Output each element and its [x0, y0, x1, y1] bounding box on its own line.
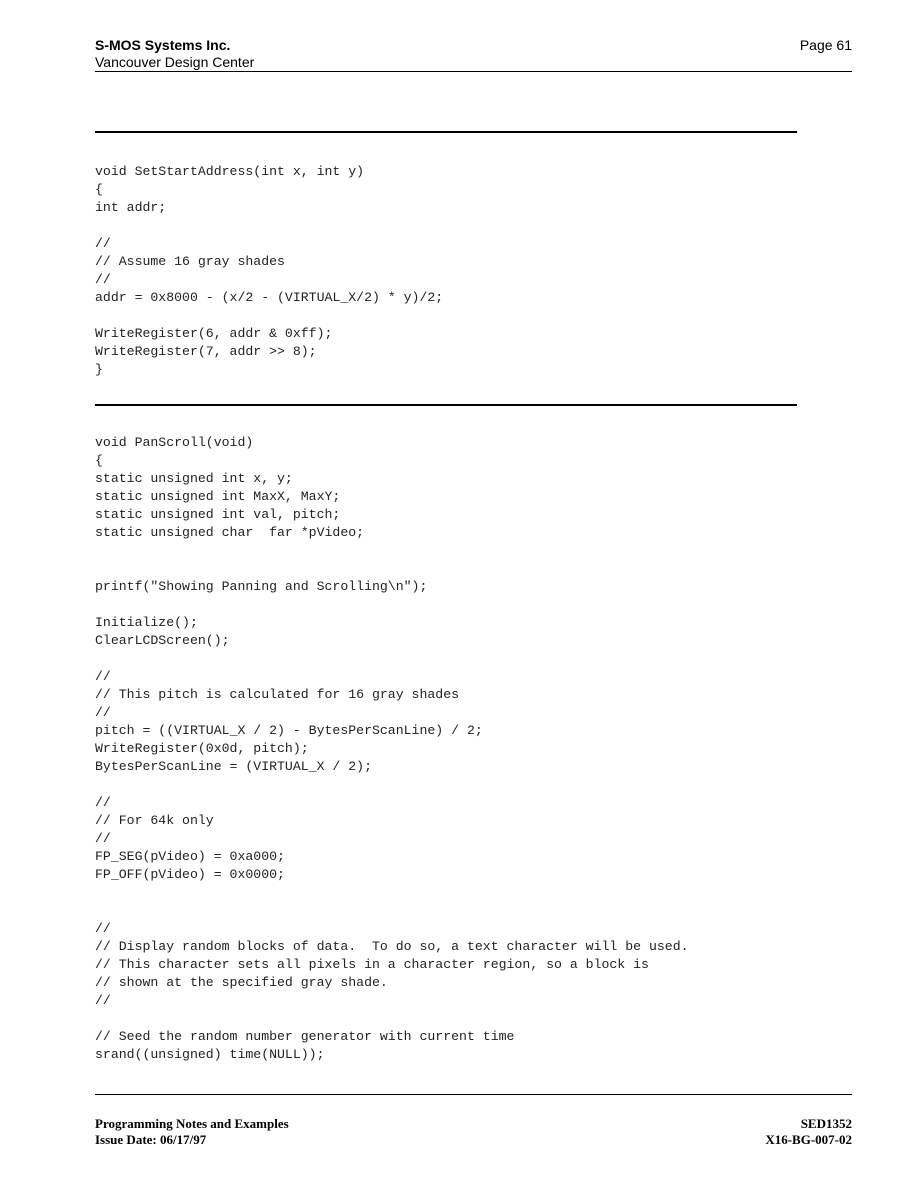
footer-product-name: SED1352	[800, 1116, 852, 1131]
page-number: Page 61	[799, 37, 852, 53]
design-center-name: Vancouver Design Center	[95, 54, 255, 70]
footer-right	[765, 1116, 852, 1148]
code-block-pan-scroll: void PanScroll(void) { static unsigned int x, y; static unsigned int MaxX, MaxY; static unsigned int val, pitch; static unsigned char far *pVideo; printf("Showing Panning and Scrolling\n"); Initialize(); ClearLCDScreen(); // // This pitch is calculated for 16 gray shades // pitch = ((VIRTUAL_X / 2) - BytesPerScanLine) / 2; WriteRegister(0x0d, pitch); BytesPerScanLine = (VIRTUAL_X / 2); // // For 64k only // FP_SEG(pVideo) = 0xa000; FP_OFF(pVideo) = 0x0000; // // Display random blocks of data. To do so, a text character will be used. // This character sets all pixels in a character region, so a block is // shown at the specified gray shade. // // Seed the random number generator with current time srand((unsigned) time(NULL));	[95, 435, 689, 1062]
footer-left	[95, 1116, 289, 1148]
footer-rule	[95, 1094, 852, 1095]
code-block-set-start-address: void SetStartAddress(int x, int y) { int addr; // // Assume 16 gray shades // addr = 0x8000 - (x/2 - (VIRTUAL_X/2) * y)/2; WriteRegister(6, addr & 0xff); WriteRegister(7, addr >> 8); }	[95, 164, 444, 377]
footer-issue-date: Issue Date: 06/17/97	[95, 1132, 207, 1147]
footer-document-number: X16-BG-007-02	[765, 1132, 852, 1147]
company-name: S-MOS Systems Inc.	[95, 37, 231, 53]
page-header	[95, 37, 254, 71]
section-divider-top	[95, 131, 797, 133]
header-rule	[95, 71, 852, 72]
footer-document-title: Programming Notes and Examples	[95, 1116, 289, 1131]
section-divider-middle	[95, 404, 797, 406]
